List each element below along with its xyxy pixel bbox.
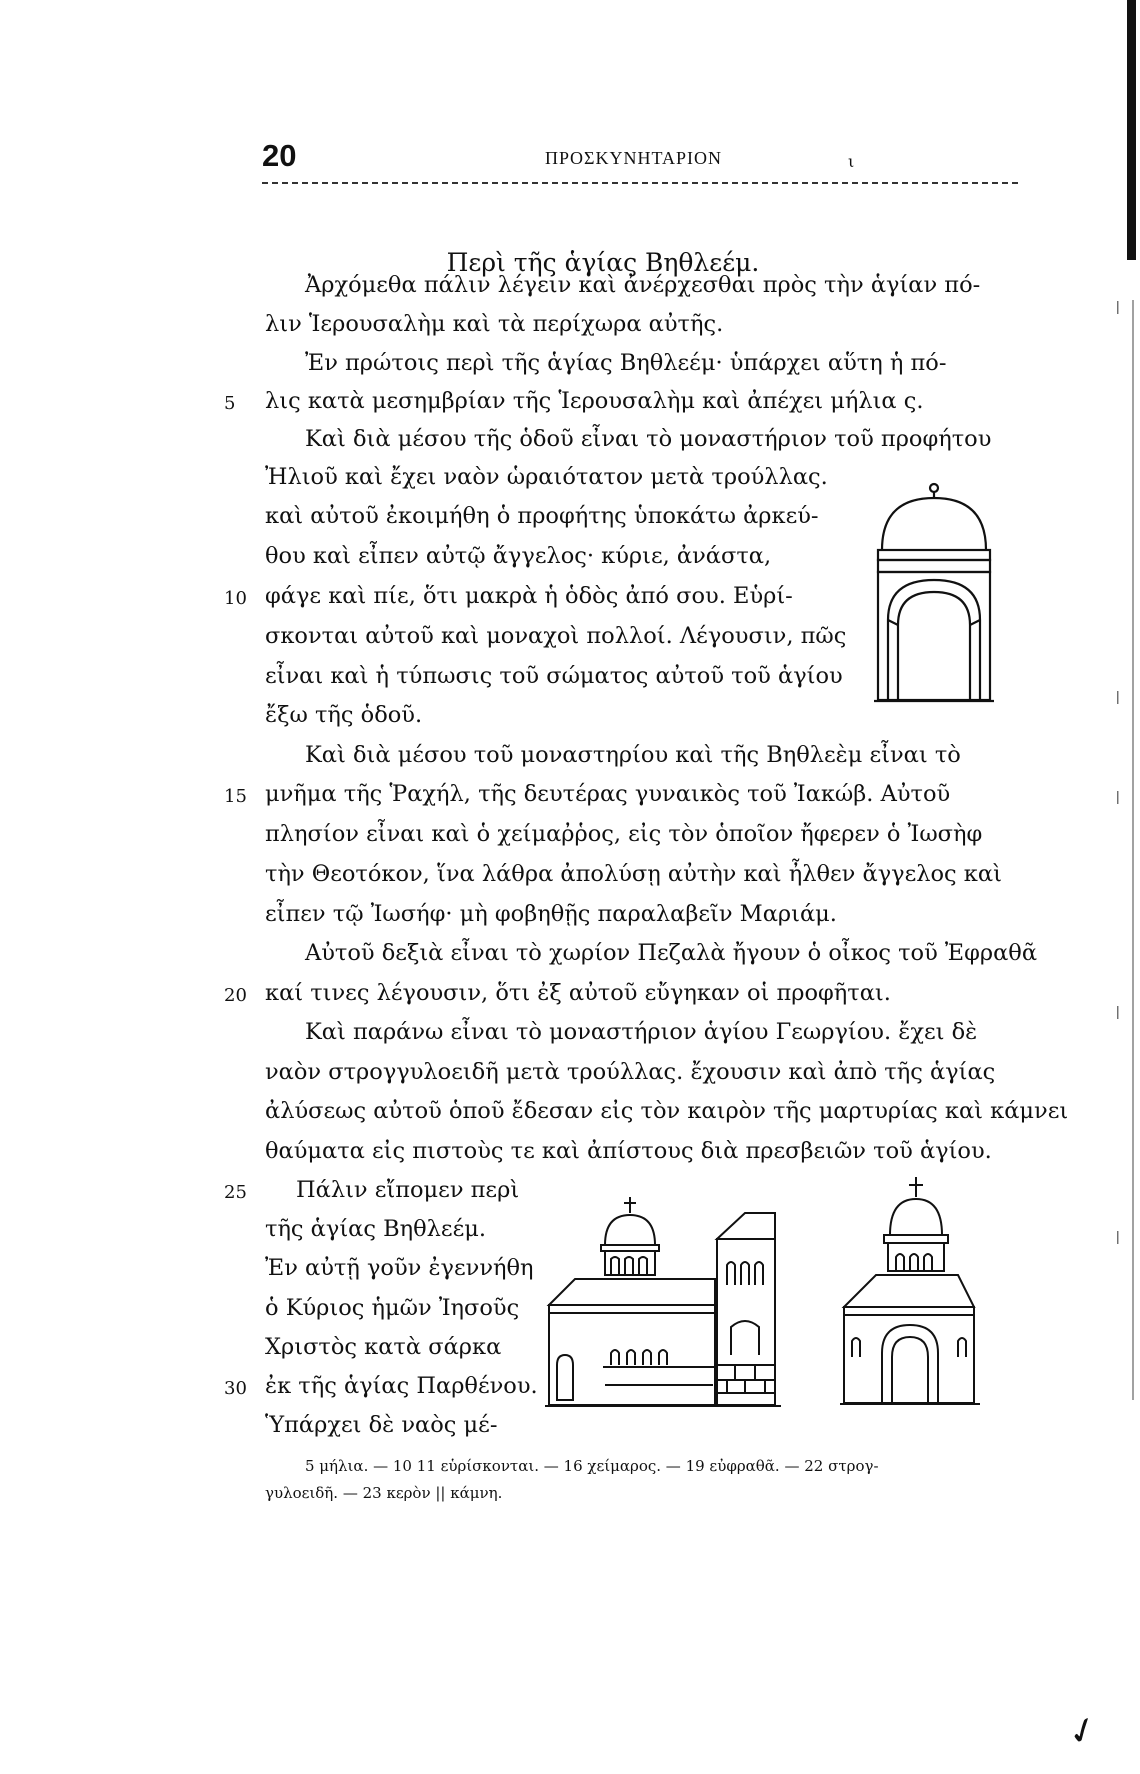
line-number: 5: [224, 393, 236, 414]
corner-ink-mark: ✓: [1061, 1707, 1105, 1756]
scan-edge-bar: [1127, 0, 1136, 260]
text-line: λιν Ἱερουσαλὴμ καὶ τὰ περίχωρα αὐτῆς.: [265, 311, 724, 337]
margin-tick: |: [1115, 690, 1120, 705]
text-line: θου καὶ εἶπεν αὐτῷ ἄγγελος· κύριε, ἀνάστα,: [265, 543, 772, 569]
text-line: ναὸν στρογγυλοειδῆ μετὰ τρούλλας. ἔχουσιν καὶ ἀπὸ τῆς ἁγίας: [265, 1059, 996, 1085]
text-line: ὁ Κύριος ἡμῶν Ἰησοῦς: [265, 1295, 520, 1321]
text-line: σκονται αὐτοῦ καὶ μοναχοὶ πολλοί. Λέγουσιν, πῶς: [265, 623, 847, 649]
text-line: καί τινες λέγουσιν, ὅτι ἐξ αὐτοῦ εὔγηκαν οἱ προφῆται.: [265, 980, 891, 1006]
footnote-line: 5 μήλια. — 10 11 εὑρίσκονται. — 16 χείμαρος. — 19 εὐφραθᾶ. — 22 στρογ-: [305, 1457, 879, 1475]
text-line: Αὐτοῦ δεξιὰ εἶναι τὸ χωρίον Πεζαλὰ ἤγουν ὁ οἶκος τοῦ Ἐφραθᾶ: [305, 940, 1038, 966]
line-number: 10: [224, 588, 247, 609]
basilica-illustration: [545, 1195, 785, 1410]
text-line: θαύματα εἰς πιστοὺς τε καὶ ἀπίστους διὰ πρεσβειῶν τοῦ ἁγίου.: [265, 1138, 992, 1164]
text-line: μνῆμα τῆς Ῥαχήλ, τῆς δευτέρας γυναικὸς τοῦ Ἰακώβ. Αὐτοῦ: [265, 781, 951, 807]
page-number: 20: [262, 138, 297, 173]
text-line: Καὶ παράνω εἶναι τὸ μοναστήριον ἁγίου Γεωργίου. ἔχει δὲ: [305, 1019, 978, 1045]
text-line: Χριστὸς κατὰ σάρκα: [265, 1334, 502, 1360]
text-line: Ὑπάρχει δὲ ναὸς μέ-: [265, 1412, 498, 1438]
running-title: ΠΡΟΣΚΥΝΗΤΑΡΙΟΝ: [545, 148, 723, 168]
text-line: Ἠλιοῦ καὶ ἔχει ναὸν ὡραιότατον μετὰ τρούλλας.: [265, 464, 828, 490]
margin-tick: |: [1115, 1005, 1120, 1020]
footnote-line: γυλοειδῆ. — 23 κερὸν || κάμνη.: [265, 1484, 503, 1502]
text-line: ἀλύσεως αὐτοῦ ὁποῦ ἔδεσαν εἰς τὸν καιρὸν τῆς μαρτυρίας καὶ κάμνει: [265, 1098, 1069, 1124]
text-line: πλησίον εἶναι καὶ ὁ χείμαῤῥος, εἰς τὸν ὁποῖον ἤφερεν ὁ Ἰωσὴφ: [265, 821, 983, 847]
scan-edge-line: [1132, 300, 1134, 1400]
text-line: Πάλιν εἴπομεν περὶ: [296, 1177, 520, 1203]
text-line: ἐκ τῆς ἁγίας Παρθένου.: [265, 1373, 538, 1399]
text-line: Καὶ διὰ μέσου τῆς ὁδοῦ εἶναι τὸ μοναστήριον τοῦ προφήτου: [305, 426, 992, 452]
margin-tick: |: [1115, 300, 1120, 315]
shrine-illustration: [874, 480, 994, 705]
line-number: 20: [224, 985, 247, 1006]
header-rule: [262, 182, 1018, 184]
section-heading: Περὶ τῆς ἁγίας Βηθλεέμ.: [446, 248, 760, 277]
text-line: εἶπεν τῷ Ἰωσήφ· μὴ φοβηθῇς παραλαβεῖν Μαριάμ.: [265, 901, 837, 927]
text-line: εἶναι καὶ ἡ τύπωσις τοῦ σώματος αὐτοῦ τοῦ ἁγίου: [265, 663, 843, 689]
text-line: καὶ αὐτοῦ ἐκοιμήθη ὁ προφήτης ὑποκάτω ἀρκεύ-: [265, 503, 819, 529]
header-tick: ι: [848, 152, 855, 171]
text-line: λις κατὰ μεσημβρίαν τῆς Ἱερουσαλὴμ καὶ ἀπέχει μήλια ς.: [265, 388, 924, 414]
text-line: φάγε καὶ πίε, ὅτι μακρὰ ἡ ὁδὸς ἀπό σου. Εὑρί-: [265, 583, 793, 609]
text-line: Καὶ διὰ μέσου τοῦ μοναστηρίου καὶ τῆς Βηθλεὲμ εἶναι τὸ: [305, 742, 961, 768]
text-line: Ἀρχόμεθα πάλιν λέγειν καὶ ἀνέρχεσθαι πρὸς τὴν ἁγίαν πό-: [305, 272, 981, 298]
text-line: τὴν Θεοτόκον, ἵνα λάθρα ἀπολύσῃ αὐτὴν καὶ ἦλθεν ἄγγελος καὶ: [265, 861, 1002, 887]
line-number: 30: [224, 1378, 247, 1399]
margin-tick: |: [1115, 1230, 1120, 1245]
church-illustration: [840, 1175, 980, 1410]
line-number: 25: [224, 1182, 247, 1203]
text-line: τῆς ἁγίας Βηθλεέμ.: [265, 1216, 487, 1242]
line-number: 15: [224, 786, 247, 807]
text-line: Ἐν αὐτῇ γοῦν ἐγεννήθη: [265, 1255, 534, 1281]
text-line: ἔξω τῆς ὁδοῦ.: [265, 702, 423, 728]
text-line: Ἐν πρώτοις περὶ τῆς ἁγίας Βηθλεέμ· ὑπάρχει αὕτη ἡ πό-: [305, 350, 947, 376]
margin-tick: |: [1115, 790, 1120, 805]
